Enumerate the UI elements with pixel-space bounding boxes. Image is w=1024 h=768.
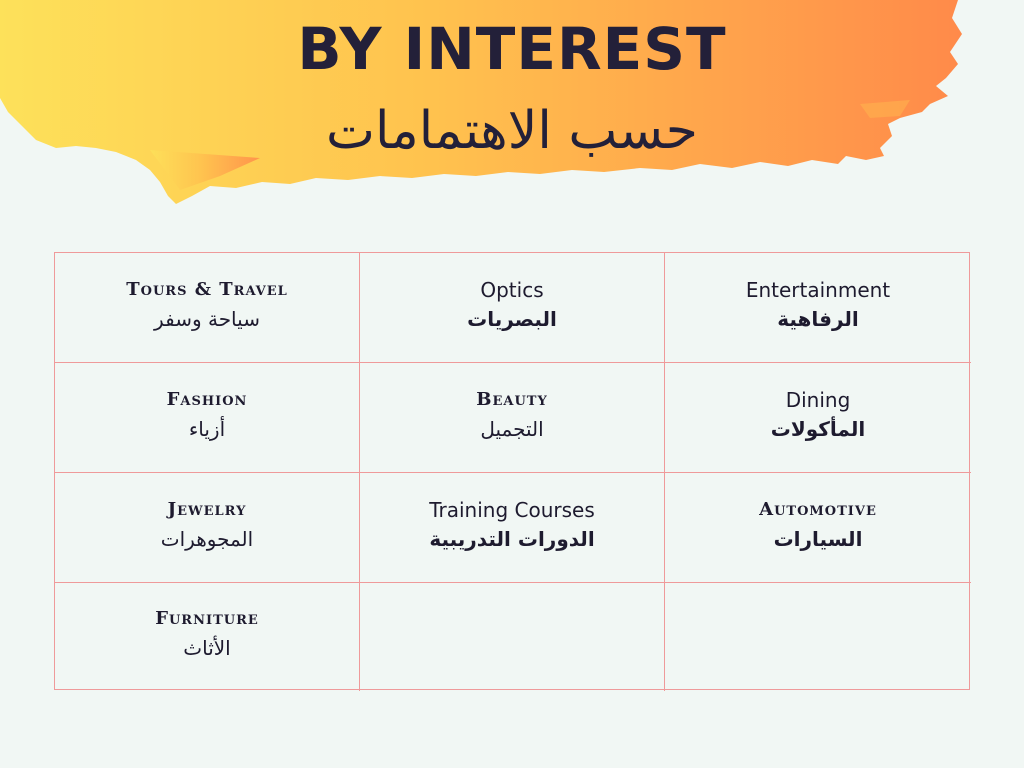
category-label-en: Tours & Travel [126,278,288,300]
category-training-courses[interactable] [360,473,665,583]
category-entertainment[interactable] [665,253,971,363]
category-furniture[interactable] [55,583,360,691]
category-label-en: Entertainment [745,277,891,302]
category-label-ar: التجميل [480,416,544,441]
category-label-ar: أزياء [188,416,226,441]
category-label-en: Optics [480,277,544,302]
empty-cell [360,583,665,691]
page-title: BY INTEREST [297,15,727,83]
category-optics[interactable] [360,253,665,363]
category-label-ar: البصريات [467,306,557,331]
category-label-en: Jewelry [167,498,247,520]
empty-cell [665,583,971,691]
category-label-en: Beauty [476,388,548,410]
category-beauty[interactable] [360,363,665,473]
page-title-arabic: حسب الاهتمامات [326,101,698,161]
category-label-en: Furniture [155,608,259,629]
category-label-ar: المأكولات [770,416,866,441]
category-label-ar: الرفاهية [777,306,859,331]
category-label-en: Dining [785,387,851,412]
category-tours-travel[interactable] [55,253,360,363]
category-jewelry[interactable] [55,473,360,583]
category-dining[interactable] [665,363,971,473]
category-label-ar: المجوهرات [160,526,254,551]
category-label-ar: الدورات التدريبية [429,526,595,551]
category-grid [54,252,970,690]
category-label-en: Automotive [759,498,877,520]
category-label-ar: السيارات [773,526,863,551]
category-fashion[interactable] [55,363,360,473]
category-automotive[interactable] [665,473,971,583]
category-label-en: Fashion [166,388,248,410]
category-label-en: Training Courses [429,497,595,522]
category-label-ar: سياحة وسفر [154,306,260,331]
category-label-ar: الأثاث [183,636,231,660]
